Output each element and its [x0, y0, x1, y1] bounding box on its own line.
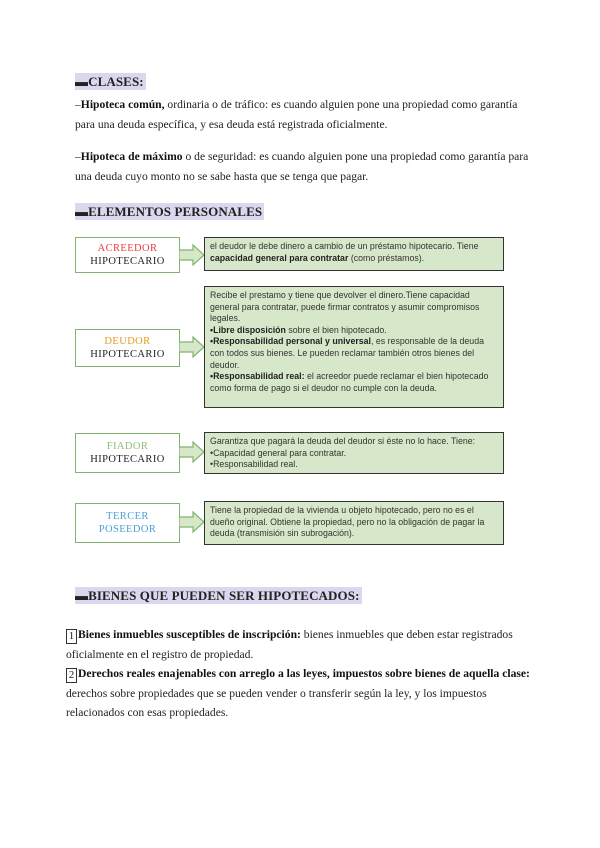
acreedor-label-box: ACREEDOR HIPOTECARIO	[75, 237, 180, 273]
arrow-right-icon	[179, 336, 205, 358]
bienes-item-inmuebles: 1 Bienes inmuebles susceptibles de inscripción: bienes inmuebles que deben estar registrados oficialmente en el registro de propiedad.	[66, 628, 513, 661]
deudor-description: Recibe el prestamo y tiene que devolver el dinero.Tiene capacidad general para contratar, puede firmar contratos y asumir compromisos legales. •Libre disposición sobre el bien hipotecado. •Responsabilidad personal y universal, es responsable de la deuda con todos sus bienes. Le pueden reclamar también otros bienes del deudor. •Responsabilidad real: el acreedor puede reclamar el bien hipotecado como forma de pago si el deudor no cumple con la deuda.	[204, 286, 504, 408]
heading-bar: ▬	[75, 74, 89, 89]
clases-item-maximo: –Hipoteca de máximo o de seguridad: es cuando alguien pone una propiedad como garantía para una deuda cuyo monto no se sabe hasta que se tenga que pagar.	[75, 150, 529, 183]
acreedor-title: ACREEDOR	[97, 243, 158, 254]
heading-bar: ▬	[75, 588, 89, 603]
fiador-description: Garantiza que pagará la deuda del deudor si éste no lo hace. Tiene: •Capacidad general para contratar. •Responsabilidad real.	[204, 432, 504, 474]
tercer-description: Tiene la propiedad de la vivienda u objeto hipotecado, pero no es el dueño original. Obtiene la propiedad, pero no la obligación de pagar la deuda (transmisión sin subrogación).	[204, 501, 504, 545]
clases-item-comun: –Hipoteca común, ordinaria o de tráfico: es cuando alguien pone una propiedad como garantía para una deuda específica, y esa deuda está registrada oficialmente.	[75, 98, 518, 131]
deudor-label-box: DEUDOR HIPOTECARIO	[75, 329, 180, 367]
fiador-label-box: FIADOR HIPOTECARIO	[75, 433, 180, 473]
term-hipoteca-maximo: Hipoteca de máximo	[80, 150, 183, 163]
number-2-icon: 2	[66, 668, 77, 683]
number-1-icon: 1	[66, 629, 77, 644]
fiador-title: FIADOR	[106, 441, 149, 452]
arrow-right-icon	[179, 511, 205, 533]
elementos-heading: ▬ELEMENTOS PERSONALES	[75, 204, 263, 219]
tercer-label-box: TERCER POSEEDOR	[75, 503, 180, 543]
deudor-title: DEUDOR	[104, 336, 151, 347]
heading-bar: ▬	[75, 204, 89, 219]
acreedor-description: el deudor le debe dinero a cambio de un préstamo hipotecario. Tiene capacidad general para contratar (como préstamos).	[204, 237, 504, 271]
clases-heading: ▬CLASES:	[75, 74, 144, 89]
tercer-title: TERCER	[106, 511, 149, 522]
arrow-right-icon	[179, 244, 205, 266]
bienes-heading: ▬BIENES QUE PUEDEN SER HIPOTECADOS:	[75, 588, 360, 603]
term-hipoteca-comun: Hipoteca común,	[80, 98, 165, 111]
arrow-right-icon	[179, 441, 205, 463]
bienes-item-derechos: 2 Derechos reales enajenables con arreglo a las leyes, impuestos sobre bienes de aquella clase: derechos sobre propiedades que se pueden vender o transferir según la ley, y los impuestos relacionados con esas propiedades.	[66, 667, 530, 719]
